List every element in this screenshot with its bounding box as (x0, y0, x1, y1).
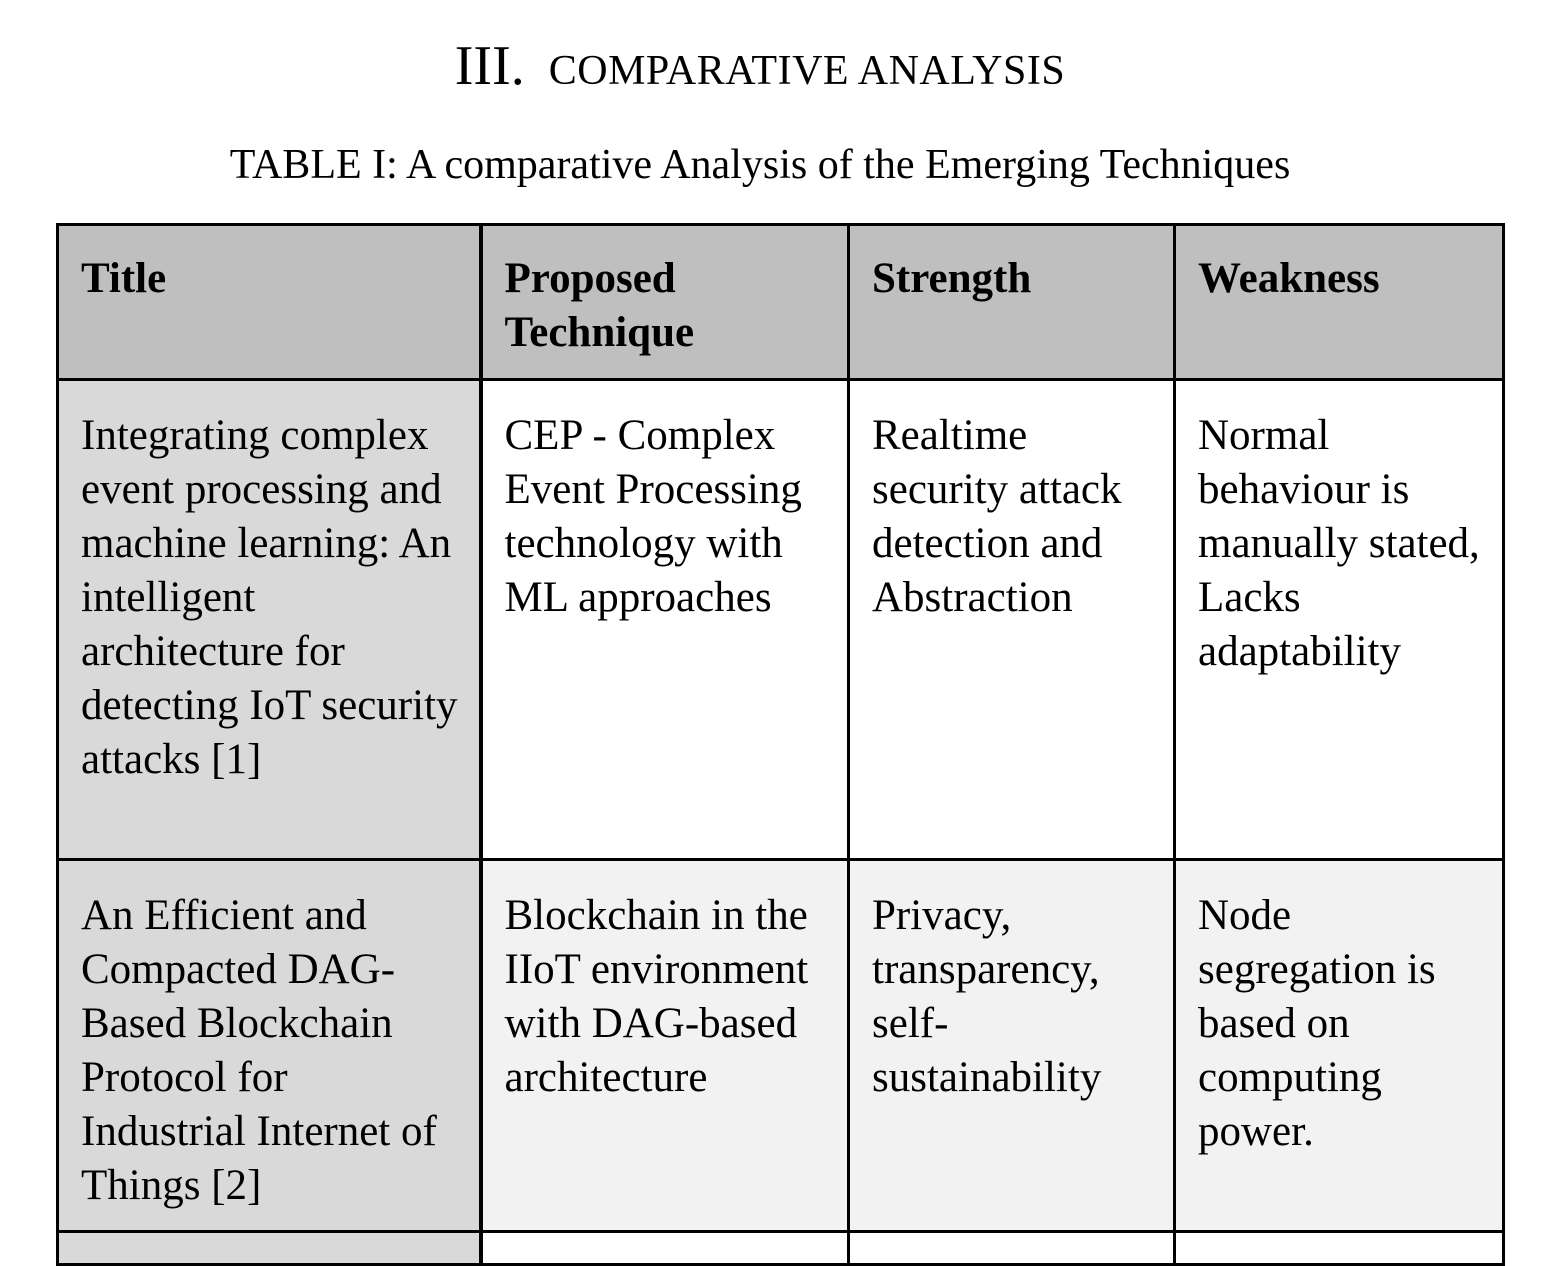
table-row-partial (58, 1232, 1504, 1265)
header-weakness: Weakness (1175, 225, 1504, 380)
comparison-table (56, 223, 1505, 1266)
cell-weakness-empty (1175, 1232, 1504, 1265)
cell-technique: CEP - Complex Event Processing technology with ML approaches (481, 380, 849, 860)
section-heading (0, 35, 1520, 97)
cell-title: An Efficient and Compacted DAG-Based Blockchain Protocol for Industrial Internet of Things [2] (58, 860, 481, 1232)
cell-weakness: Node segregation is based on computing power. (1175, 860, 1504, 1232)
cell-title-empty (58, 1232, 481, 1265)
section-title: COMPARATIVE ANALYSIS (548, 48, 1066, 94)
header-strength: Strength (849, 225, 1175, 380)
cell-strength: Realtime security attack detection and Abstraction (849, 380, 1175, 860)
header-proposed-technique: Proposed Technique (481, 225, 849, 380)
header-title: Title (58, 225, 481, 380)
cell-strength-empty (849, 1232, 1175, 1265)
cell-strength: Privacy, transparency, self-sustainability (849, 860, 1175, 1232)
cell-technique-empty (481, 1232, 849, 1265)
section-numeral: III. (454, 35, 525, 97)
table-caption: TABLE I: A comparative Analysis of the Emerging Techniques (229, 142, 1291, 188)
table-row (58, 860, 1504, 1232)
table-row (58, 380, 1504, 860)
cell-title: Integrating complex event processing and machine learning: An intelligent architecture for detecting IoT security attacks [1] (58, 380, 481, 860)
cell-technique: Blockchain in the IIoT environment with DAG-based architecture (481, 860, 849, 1232)
table-header-row (58, 225, 1504, 380)
cell-weakness: Normal behaviour is manually stated, Lacks adaptability (1175, 380, 1504, 860)
